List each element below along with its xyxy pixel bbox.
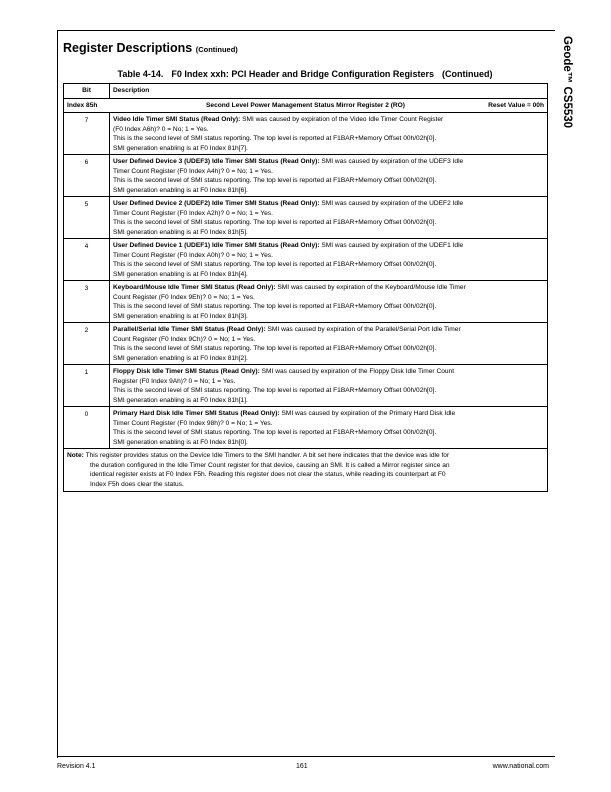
register-header-cell xyxy=(64,99,548,113)
bit-description xyxy=(110,197,548,239)
desc-text: This is the second level of SMI status reporting. The top level is reported at F1BAR+Memory Offset 00h/02h[0]. xyxy=(113,261,437,268)
bit-description xyxy=(110,113,548,155)
table-row xyxy=(64,113,548,155)
table-number: Table 4-14. xyxy=(117,69,164,79)
bit-title: Parallel/Serial Idle Timer SMI Status (Read Only): xyxy=(113,326,266,333)
table-title-suffix: (Continued) xyxy=(441,69,493,79)
bit-description xyxy=(110,239,548,281)
register-reset-value: Reset Value = 00h xyxy=(488,102,544,109)
table-row xyxy=(64,155,548,197)
bit-number: 3 xyxy=(64,281,110,323)
bit-title: Primary Hard Disk Idle Timer SMI Status (Read Only): xyxy=(113,410,280,417)
desc-text: Count Register (F0 Index 9Eh)? 0 = No; 1 = Yes. xyxy=(113,293,255,301)
desc-text: Timer Count Register (F0 Index 98h)? 0 = No; 1 = Yes. xyxy=(113,419,273,427)
desc-text: This is the second level of SMI status reporting. The top level is reported at F1BAR+Memory Offset 00h/02h[0]. xyxy=(113,177,437,184)
desc-text: SMI was caused by expiration of the Floppy Disk Idle Timer Count xyxy=(259,368,455,375)
desc-text: Timer Count Register (F0 Index A2h)? 0 = No; 1 = Yes. xyxy=(113,209,273,217)
bit-number: 6 xyxy=(64,155,110,197)
desc-text: SMI was caused by expiration of the Parallel/Serial Port Idle Timer xyxy=(265,326,461,333)
desc-text: Count Register (F0 Index 9Ch)? 0 = No; 1 = Yes. xyxy=(113,335,256,343)
side-title-text: Geode™ CS5530 xyxy=(561,36,573,129)
desc-text: Timer Count Register (F0 Index A0h)? 0 = No; 1 = Yes. xyxy=(113,251,273,259)
desc-text: This is the second level of SMI status reporting. The top level is reported at F1BAR+Memory Offset 00h/02h[0]. xyxy=(113,387,437,394)
side-title xyxy=(559,36,573,166)
note-text: identical register exists at F0 Index F5h. Reading this register does not clear the status, while reading its counterpart at F0 xyxy=(90,471,446,478)
register-header-row xyxy=(64,99,548,113)
bit-number: 7 xyxy=(64,113,110,155)
desc-text: SMI generation enabling is at F0 Index 81h[5]. xyxy=(113,228,248,236)
table-title xyxy=(62,69,548,79)
desc-text: SMI was caused by expiration of the Keyboard/Mouse Idle Timer xyxy=(275,284,466,291)
bit-description xyxy=(110,155,548,197)
note-text: Index F5h does clear the status. xyxy=(90,480,184,488)
table-row xyxy=(64,407,548,449)
description-column-header: Description xyxy=(110,84,548,99)
desc-text: This is the second level of SMI status reporting. The top level is reported at F1BAR+Memory Offset 00h/02h[0]. xyxy=(113,345,437,352)
desc-text: SMI generation enabling is at F0 Index 81h[1]. xyxy=(113,396,248,404)
desc-text: Register (F0 Index 9Ah)? 0 = No; 1 = Yes. xyxy=(113,377,236,385)
bit-number: 1 xyxy=(64,365,110,407)
footer-revision: Revision 4.1 xyxy=(57,763,96,770)
table-row xyxy=(64,281,548,323)
desc-text: This is the second level of SMI status reporting. The top level is reported at F1BAR+Memory Offset 00h/02h[0]. xyxy=(113,219,437,226)
bit-title: Floppy Disk Idle Timer SMI Status (Read Only): xyxy=(113,368,260,375)
desc-text: SMI generation enabling is at F0 Index 81h[2]. xyxy=(113,354,248,362)
note-row xyxy=(64,449,548,492)
note-text: This register provides status on the Device Idle Timers to the SMI handler. A bit set here indicates that the device was idle for xyxy=(85,452,450,459)
bit-title: User Defined Device 3 (UDEF3) Idle Timer SMI Status (Read Only): xyxy=(113,158,320,165)
section-title-suffix: (Continued) xyxy=(195,45,238,54)
desc-text: SMI generation enabling is at F0 Index 81h[7]. xyxy=(113,144,248,152)
page-frame-bottom xyxy=(57,756,555,757)
section-title-text: Register Descriptions xyxy=(63,41,193,55)
desc-text: SMI was caused by expiration of the Video Idle Timer Count Register xyxy=(240,116,444,123)
bit-description xyxy=(110,365,548,407)
bit-column-header: Bit xyxy=(64,84,110,99)
bit-description xyxy=(110,407,548,449)
bit-number: 0 xyxy=(64,407,110,449)
register-name: Second Level Power Management Status Mirror Register 2 (RO) xyxy=(206,102,405,109)
table-row xyxy=(64,239,548,281)
note-label: Note: xyxy=(67,452,84,459)
bit-number: 4 xyxy=(64,239,110,281)
table-row xyxy=(64,365,548,407)
section-title xyxy=(63,41,238,55)
desc-text: (F0 Index A6h)? 0 = No; 1 = Yes. xyxy=(113,125,209,133)
desc-text: SMI generation enabling is at F0 Index 81h[3]. xyxy=(113,312,248,320)
register-index: Index 85h xyxy=(67,102,98,109)
footer-url: www.national.com xyxy=(492,763,549,770)
table-row xyxy=(64,197,548,239)
desc-text: SMI was caused by expiration of the UDEF1 Idle xyxy=(319,242,464,249)
desc-text: SMI generation enabling is at F0 Index 81h[0]. xyxy=(113,438,248,446)
register-table xyxy=(63,83,548,492)
desc-text: SMI generation enabling is at F0 Index 81h[6]. xyxy=(113,186,248,194)
bit-number: 5 xyxy=(64,197,110,239)
desc-text: Timer Count Register (F0 Index A4h)? 0 = No; 1 = Yes. xyxy=(113,167,273,175)
desc-text: This is the second level of SMI status reporting. The top level is reported at F1BAR+Memory Offset 00h/02h[0]. xyxy=(113,303,437,310)
desc-text: SMI was caused by expiration of the UDEF2 Idle xyxy=(319,200,464,207)
bit-title: User Defined Device 1 (UDEF1) Idle Timer SMI Status (Read Only): xyxy=(113,242,320,249)
desc-text: SMI was caused by expiration of the UDEF3 Idle xyxy=(319,158,464,165)
table-header-row xyxy=(64,84,548,99)
bit-description xyxy=(110,281,548,323)
desc-text: SMI was caused by expiration of the Primary Hard Disk Idle xyxy=(279,410,456,417)
bit-number: 2 xyxy=(64,323,110,365)
table-title-text: F0 Index xxh: PCI Header and Bridge Configuration Registers xyxy=(171,69,434,79)
table-row xyxy=(64,323,548,365)
footer-page-number: 161 xyxy=(296,763,308,770)
desc-text: This is the second level of SMI status reporting. The top level is reported at F1BAR+Memory Offset 00h/02h[0]. xyxy=(113,429,437,436)
bit-title: Keyboard/Mouse Idle Timer SMI Status (Read Only): xyxy=(113,284,276,291)
bit-title: User Defined Device 2 (UDEF2) Idle Timer SMI Status (Read Only): xyxy=(113,200,320,207)
note-text: the duration configured in the Idle Timer Count register for that device, causing an SMI. It is called a Mirror register since an xyxy=(90,461,450,469)
desc-text: This is the second level of SMI status reporting. The top level is reported at F1BAR+Memory Offset 00h/02h[0]. xyxy=(113,135,437,142)
desc-text: SMI generation enabling is at F0 Index 81h[4]. xyxy=(113,270,248,278)
bit-description xyxy=(110,323,548,365)
bit-title: Video Idle Timer SMI Status (Read Only): xyxy=(113,116,241,123)
note-cell xyxy=(64,449,548,492)
